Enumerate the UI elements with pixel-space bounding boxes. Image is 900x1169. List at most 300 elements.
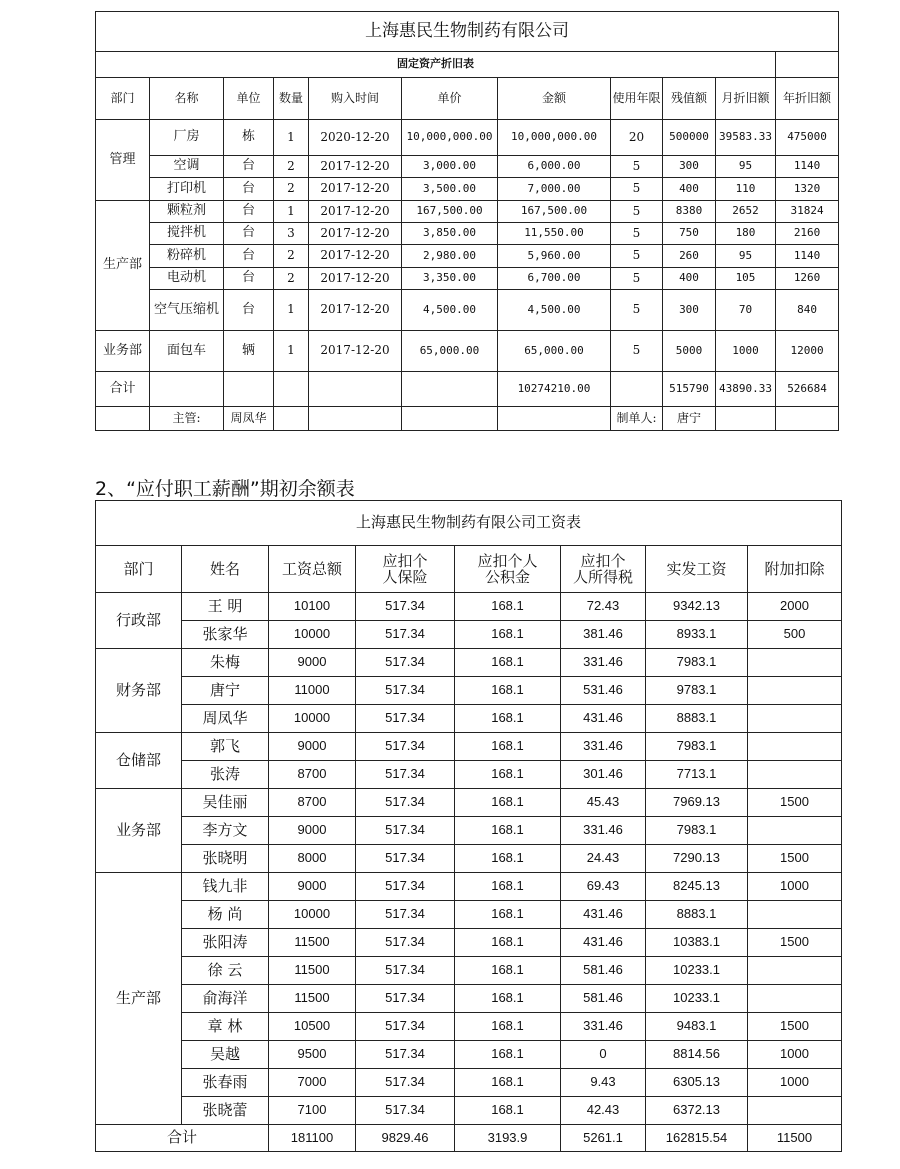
insurance-cell: 517.34 bbox=[356, 705, 455, 733]
amount-cell: 167,500.00 bbox=[498, 201, 611, 223]
salary-header-row bbox=[96, 546, 842, 593]
insurance-cell: 517.34 bbox=[356, 649, 455, 677]
asset-name: 空气压缩机 bbox=[150, 290, 224, 331]
income-tax-cell: 69.43 bbox=[561, 873, 646, 901]
purchase-date-cell: 2017-12-20 bbox=[309, 201, 402, 223]
monthly-dep-cell: 39583.33 bbox=[716, 120, 776, 156]
department-cell: 业务部 bbox=[96, 331, 150, 372]
net-salary-cell: 10233.1 bbox=[646, 957, 748, 985]
table-row bbox=[96, 178, 839, 201]
table-row bbox=[96, 290, 839, 331]
asset-name: 厂房 bbox=[150, 120, 224, 156]
unit-cell: 台 bbox=[224, 201, 274, 223]
useful-life-cell: 5 bbox=[611, 245, 663, 268]
gross-salary-cell: 9000 bbox=[269, 649, 356, 677]
gross-salary-cell: 11000 bbox=[269, 677, 356, 705]
purchase-date-cell: 2017-12-20 bbox=[309, 156, 402, 178]
yearly-dep-cell: 12000 bbox=[776, 331, 839, 372]
empty-cell bbox=[611, 372, 663, 407]
extra-deduction-cell bbox=[748, 733, 842, 761]
yearly-dep-cell: 2160 bbox=[776, 223, 839, 245]
income-tax-cell: 301.46 bbox=[561, 761, 646, 789]
unit-cell: 台 bbox=[224, 178, 274, 201]
extra-deduction-cell bbox=[748, 649, 842, 677]
amount-cell: 10,000,000.00 bbox=[498, 120, 611, 156]
table-row bbox=[96, 929, 842, 957]
gross-salary-cell: 9000 bbox=[269, 817, 356, 845]
column-header: 单价 bbox=[402, 78, 498, 120]
table-row bbox=[96, 957, 842, 985]
department-cell: 财务部 bbox=[96, 649, 182, 733]
extra-deduction-cell: 1000 bbox=[748, 1069, 842, 1097]
net-salary-cell: 8245.13 bbox=[646, 873, 748, 901]
extra-deduction-cell: 1000 bbox=[748, 1041, 842, 1069]
amount-cell: 7,000.00 bbox=[498, 178, 611, 201]
department-cell: 行政部 bbox=[96, 593, 182, 649]
column-header: 附加扣除 bbox=[748, 546, 842, 593]
housing-fund-cell: 168.1 bbox=[455, 649, 561, 677]
housing-fund-cell: 168.1 bbox=[455, 761, 561, 789]
net-salary-cell: 7983.1 bbox=[646, 733, 748, 761]
header-line: 应扣个 bbox=[382, 551, 428, 570]
monthly-dep-cell: 2652 bbox=[716, 201, 776, 223]
net-salary-cell: 8933.1 bbox=[646, 621, 748, 649]
insurance-cell: 517.34 bbox=[356, 873, 455, 901]
total-monthly: 43890.33 bbox=[716, 372, 776, 407]
asset-name: 空调 bbox=[150, 156, 224, 178]
table-row bbox=[96, 677, 842, 705]
quantity-cell: 1 bbox=[274, 290, 309, 331]
employee-name: 周凤华 bbox=[182, 705, 269, 733]
extra-deduction-cell bbox=[748, 761, 842, 789]
salary-body bbox=[96, 593, 842, 1125]
table-row bbox=[96, 245, 839, 268]
total-residual: 515790 bbox=[663, 372, 716, 407]
department-cell: 生产部 bbox=[96, 873, 182, 1125]
table-row bbox=[96, 649, 842, 677]
unit-price-cell: 3,850.00 bbox=[402, 223, 498, 245]
employee-name: 吴越 bbox=[182, 1041, 269, 1069]
gross-salary-cell: 10500 bbox=[269, 1013, 356, 1041]
net-salary-cell: 9783.1 bbox=[646, 677, 748, 705]
housing-fund-cell: 168.1 bbox=[455, 789, 561, 817]
department-cell: 业务部 bbox=[96, 789, 182, 873]
gross-salary-cell: 8000 bbox=[269, 845, 356, 873]
insurance-cell: 517.34 bbox=[356, 985, 455, 1013]
column-header: 部门 bbox=[96, 78, 150, 120]
insurance-cell: 517.34 bbox=[356, 677, 455, 705]
income-tax-cell: 531.46 bbox=[561, 677, 646, 705]
monthly-dep-cell: 70 bbox=[716, 290, 776, 331]
column-header: 数量 bbox=[274, 78, 309, 120]
employee-name: 李方文 bbox=[182, 817, 269, 845]
department-cell: 生产部 bbox=[96, 201, 150, 331]
asset-name: 颗粒剂 bbox=[150, 201, 224, 223]
residual-cell: 300 bbox=[663, 290, 716, 331]
salary-table bbox=[95, 500, 842, 1152]
section-heading: 2、“应付职工薪酬”期初余额表 bbox=[95, 478, 355, 500]
header-line: 应扣个人 bbox=[477, 551, 538, 570]
net-salary-cell: 10233.1 bbox=[646, 985, 748, 1013]
income-tax-cell: 0 bbox=[561, 1041, 646, 1069]
gross-salary-cell: 9000 bbox=[269, 873, 356, 901]
net-salary-cell: 8883.1 bbox=[646, 901, 748, 929]
amount-cell: 5,960.00 bbox=[498, 245, 611, 268]
residual-cell: 400 bbox=[663, 268, 716, 290]
insurance-cell: 517.34 bbox=[356, 1041, 455, 1069]
residual-cell: 400 bbox=[663, 178, 716, 201]
quantity-cell: 3 bbox=[274, 223, 309, 245]
table-row bbox=[96, 593, 842, 621]
net-salary-cell: 7290.13 bbox=[646, 845, 748, 873]
unit-price-cell: 4,500.00 bbox=[402, 290, 498, 331]
insurance-cell: 517.34 bbox=[356, 1013, 455, 1041]
income-tax-cell: 581.46 bbox=[561, 957, 646, 985]
yearly-dep-cell: 1140 bbox=[776, 156, 839, 178]
extra-deduction-cell bbox=[748, 957, 842, 985]
total-cell: 162815.54 bbox=[646, 1125, 748, 1152]
housing-fund-cell: 168.1 bbox=[455, 593, 561, 621]
insurance-cell: 517.34 bbox=[356, 761, 455, 789]
empty-cell bbox=[274, 372, 309, 407]
amount-cell: 6,700.00 bbox=[498, 268, 611, 290]
employee-name: 吴佳丽 bbox=[182, 789, 269, 817]
total-cell: 3193.9 bbox=[455, 1125, 561, 1152]
empty-cell bbox=[274, 407, 309, 431]
employee-name: 俞海洋 bbox=[182, 985, 269, 1013]
employee-name: 章 林 bbox=[182, 1013, 269, 1041]
extra-deduction-cell: 1500 bbox=[748, 1013, 842, 1041]
income-tax-cell: 45.43 bbox=[561, 789, 646, 817]
extra-deduction-cell bbox=[748, 1097, 842, 1125]
unit-cell: 台 bbox=[224, 156, 274, 178]
housing-fund-cell: 168.1 bbox=[455, 985, 561, 1013]
income-tax-cell: 72.43 bbox=[561, 593, 646, 621]
header-line: 应扣个 bbox=[580, 551, 626, 570]
housing-fund-cell: 168.1 bbox=[455, 957, 561, 985]
employee-name: 钱九非 bbox=[182, 873, 269, 901]
residual-cell: 260 bbox=[663, 245, 716, 268]
income-tax-cell: 331.46 bbox=[561, 649, 646, 677]
table-row bbox=[96, 268, 839, 290]
table-row bbox=[96, 120, 839, 156]
column-header: 名称 bbox=[150, 78, 224, 120]
table-row bbox=[96, 1013, 842, 1041]
quantity-cell: 1 bbox=[274, 201, 309, 223]
employee-name: 唐宁 bbox=[182, 677, 269, 705]
employee-name: 杨 尚 bbox=[182, 901, 269, 929]
total-yearly: 526684 bbox=[776, 372, 839, 407]
income-tax-cell: 431.46 bbox=[561, 929, 646, 957]
gross-salary-cell: 9000 bbox=[269, 733, 356, 761]
column-header bbox=[561, 546, 646, 593]
table-row bbox=[96, 156, 839, 178]
monthly-dep-cell: 95 bbox=[716, 245, 776, 268]
amount-cell: 65,000.00 bbox=[498, 331, 611, 372]
column-header: 工资总额 bbox=[269, 546, 356, 593]
amount-cell: 4,500.00 bbox=[498, 290, 611, 331]
table-row bbox=[96, 331, 839, 372]
unit-cell: 台 bbox=[224, 268, 274, 290]
asset-name: 粉碎机 bbox=[150, 245, 224, 268]
net-salary-cell: 8883.1 bbox=[646, 705, 748, 733]
amount-cell: 11,550.00 bbox=[498, 223, 611, 245]
extra-deduction-cell bbox=[748, 901, 842, 929]
housing-fund-cell: 168.1 bbox=[455, 733, 561, 761]
net-salary-cell: 6372.13 bbox=[646, 1097, 748, 1125]
yearly-dep-cell: 840 bbox=[776, 290, 839, 331]
asset-name: 电动机 bbox=[150, 268, 224, 290]
employee-name: 郭飞 bbox=[182, 733, 269, 761]
unit-price-cell: 3,350.00 bbox=[402, 268, 498, 290]
total-label: 合计 bbox=[96, 1125, 269, 1152]
asset-name: 打印机 bbox=[150, 178, 224, 201]
housing-fund-cell: 168.1 bbox=[455, 901, 561, 929]
unit-cell: 栋 bbox=[224, 120, 274, 156]
insurance-cell: 517.34 bbox=[356, 817, 455, 845]
housing-fund-cell: 168.1 bbox=[455, 845, 561, 873]
table-row bbox=[96, 985, 842, 1013]
total-row bbox=[96, 1125, 842, 1152]
empty-cell bbox=[776, 407, 839, 431]
column-header: 年折旧额 bbox=[776, 78, 839, 120]
extra-deduction-cell bbox=[748, 817, 842, 845]
purchase-date-cell: 2020-12-20 bbox=[309, 120, 402, 156]
table-row bbox=[96, 761, 842, 789]
empty-cell bbox=[96, 407, 150, 431]
employee-name: 朱梅 bbox=[182, 649, 269, 677]
signature-row bbox=[96, 407, 839, 431]
yearly-dep-cell: 1260 bbox=[776, 268, 839, 290]
employee-name: 王 明 bbox=[182, 593, 269, 621]
monthly-dep-cell: 105 bbox=[716, 268, 776, 290]
depreciation-company-title: 上海惠民生物制药有限公司 bbox=[96, 12, 839, 52]
supervisor-label: 主管: bbox=[150, 407, 224, 431]
useful-life-cell: 5 bbox=[611, 268, 663, 290]
purchase-date-cell: 2017-12-20 bbox=[309, 178, 402, 201]
total-cell: 181100 bbox=[269, 1125, 356, 1152]
salary-company-title: 上海惠民生物制药有限公司工资表 bbox=[96, 501, 842, 546]
quantity-cell: 1 bbox=[274, 120, 309, 156]
useful-life-cell: 5 bbox=[611, 178, 663, 201]
column-header: 购入时间 bbox=[309, 78, 402, 120]
empty-cell bbox=[224, 372, 274, 407]
column-header: 实发工资 bbox=[646, 546, 748, 593]
housing-fund-cell: 168.1 bbox=[455, 1041, 561, 1069]
supervisor-name: 周凤华 bbox=[224, 407, 274, 431]
housing-fund-cell: 168.1 bbox=[455, 817, 561, 845]
net-salary-cell: 7983.1 bbox=[646, 649, 748, 677]
monthly-dep-cell: 95 bbox=[716, 156, 776, 178]
empty-cell bbox=[498, 407, 611, 431]
purchase-date-cell: 2017-12-20 bbox=[309, 331, 402, 372]
table-row bbox=[96, 1069, 842, 1097]
insurance-cell: 517.34 bbox=[356, 733, 455, 761]
insurance-cell: 517.34 bbox=[356, 789, 455, 817]
purchase-date-cell: 2017-12-20 bbox=[309, 290, 402, 331]
useful-life-cell: 5 bbox=[611, 156, 663, 178]
empty-cell bbox=[309, 372, 402, 407]
header-line: 人保险 bbox=[382, 568, 428, 586]
extra-deduction-cell: 1500 bbox=[748, 929, 842, 957]
table-row bbox=[96, 621, 842, 649]
insurance-cell: 517.34 bbox=[356, 957, 455, 985]
insurance-cell: 517.34 bbox=[356, 1069, 455, 1097]
gross-salary-cell: 7100 bbox=[269, 1097, 356, 1125]
empty-cell bbox=[402, 372, 498, 407]
maker-name: 唐宁 bbox=[663, 407, 716, 431]
column-header: 使用年限 bbox=[611, 78, 663, 120]
gross-salary-cell: 11500 bbox=[269, 929, 356, 957]
income-tax-cell: 381.46 bbox=[561, 621, 646, 649]
net-salary-cell: 7983.1 bbox=[646, 817, 748, 845]
unit-cell: 台 bbox=[224, 245, 274, 268]
table-row bbox=[96, 901, 842, 929]
department-cell: 仓储部 bbox=[96, 733, 182, 789]
depreciation-header-row bbox=[96, 78, 839, 120]
header-line: 人所得税 bbox=[572, 568, 633, 586]
column-header: 残值额 bbox=[663, 78, 716, 120]
net-salary-cell: 9342.13 bbox=[646, 593, 748, 621]
table-row bbox=[96, 223, 839, 245]
extra-deduction-cell: 2000 bbox=[748, 593, 842, 621]
housing-fund-cell: 168.1 bbox=[455, 621, 561, 649]
residual-cell: 500000 bbox=[663, 120, 716, 156]
column-header: 部门 bbox=[96, 546, 182, 593]
residual-cell: 750 bbox=[663, 223, 716, 245]
extra-deduction-cell: 1500 bbox=[748, 789, 842, 817]
housing-fund-cell: 168.1 bbox=[455, 677, 561, 705]
gross-salary-cell: 9500 bbox=[269, 1041, 356, 1069]
table-row bbox=[96, 705, 842, 733]
extra-deduction-cell: 1000 bbox=[748, 873, 842, 901]
housing-fund-cell: 168.1 bbox=[455, 929, 561, 957]
empty-cell bbox=[776, 52, 839, 78]
yearly-dep-cell: 31824 bbox=[776, 201, 839, 223]
empty-cell bbox=[150, 372, 224, 407]
gross-salary-cell: 7000 bbox=[269, 1069, 356, 1097]
quantity-cell: 2 bbox=[274, 245, 309, 268]
income-tax-cell: 9.43 bbox=[561, 1069, 646, 1097]
gross-salary-cell: 10000 bbox=[269, 901, 356, 929]
quantity-cell: 2 bbox=[274, 156, 309, 178]
total-label: 合计 bbox=[96, 372, 150, 407]
unit-price-cell: 167,500.00 bbox=[402, 201, 498, 223]
insurance-cell: 517.34 bbox=[356, 845, 455, 873]
net-salary-cell: 9483.1 bbox=[646, 1013, 748, 1041]
employee-name: 张家华 bbox=[182, 621, 269, 649]
yearly-dep-cell: 1140 bbox=[776, 245, 839, 268]
residual-cell: 300 bbox=[663, 156, 716, 178]
net-salary-cell: 10383.1 bbox=[646, 929, 748, 957]
table-row bbox=[96, 1097, 842, 1125]
extra-deduction-cell bbox=[748, 985, 842, 1013]
insurance-cell: 517.34 bbox=[356, 593, 455, 621]
useful-life-cell: 20 bbox=[611, 120, 663, 156]
extra-deduction-cell bbox=[748, 705, 842, 733]
total-amount: 10274210.00 bbox=[498, 372, 611, 407]
depreciation-subtitle: 固定资产折旧表 bbox=[96, 52, 776, 78]
quantity-cell: 2 bbox=[274, 268, 309, 290]
total-cell: 5261.1 bbox=[561, 1125, 646, 1152]
yearly-dep-cell: 1320 bbox=[776, 178, 839, 201]
income-tax-cell: 431.46 bbox=[561, 705, 646, 733]
employee-name: 张阳涛 bbox=[182, 929, 269, 957]
useful-life-cell: 5 bbox=[611, 201, 663, 223]
unit-price-cell: 3,000.00 bbox=[402, 156, 498, 178]
housing-fund-cell: 168.1 bbox=[455, 1013, 561, 1041]
monthly-dep-cell: 110 bbox=[716, 178, 776, 201]
asset-name: 面包车 bbox=[150, 331, 224, 372]
housing-fund-cell: 168.1 bbox=[455, 1069, 561, 1097]
gross-salary-cell: 11500 bbox=[269, 957, 356, 985]
employee-name: 张涛 bbox=[182, 761, 269, 789]
income-tax-cell: 431.46 bbox=[561, 901, 646, 929]
employee-name: 张晓蕾 bbox=[182, 1097, 269, 1125]
net-salary-cell: 6305.13 bbox=[646, 1069, 748, 1097]
monthly-dep-cell: 180 bbox=[716, 223, 776, 245]
table-row bbox=[96, 201, 839, 223]
unit-price-cell: 65,000.00 bbox=[402, 331, 498, 372]
income-tax-cell: 331.46 bbox=[561, 733, 646, 761]
empty-cell bbox=[309, 407, 402, 431]
fixed-asset-depreciation-table bbox=[95, 11, 839, 431]
income-tax-cell: 24.43 bbox=[561, 845, 646, 873]
gross-salary-cell: 10100 bbox=[269, 593, 356, 621]
quantity-cell: 1 bbox=[274, 331, 309, 372]
empty-cell bbox=[402, 407, 498, 431]
column-header: 月折旧额 bbox=[716, 78, 776, 120]
table-row bbox=[96, 873, 842, 901]
column-header: 姓名 bbox=[182, 546, 269, 593]
column-header bbox=[356, 546, 455, 593]
net-salary-cell: 8814.56 bbox=[646, 1041, 748, 1069]
residual-cell: 8380 bbox=[663, 201, 716, 223]
yearly-dep-cell: 475000 bbox=[776, 120, 839, 156]
purchase-date-cell: 2017-12-20 bbox=[309, 223, 402, 245]
monthly-dep-cell: 1000 bbox=[716, 331, 776, 372]
unit-price-cell: 10,000,000.00 bbox=[402, 120, 498, 156]
empty-cell bbox=[716, 407, 776, 431]
gross-salary-cell: 11500 bbox=[269, 985, 356, 1013]
extra-deduction-cell bbox=[748, 677, 842, 705]
income-tax-cell: 331.46 bbox=[561, 817, 646, 845]
header-line: 公积金 bbox=[484, 568, 530, 586]
total-row bbox=[96, 372, 839, 407]
gross-salary-cell: 10000 bbox=[269, 621, 356, 649]
maker-label: 制单人: bbox=[611, 407, 663, 431]
table-row bbox=[96, 817, 842, 845]
housing-fund-cell: 168.1 bbox=[455, 873, 561, 901]
extra-deduction-cell: 1500 bbox=[748, 845, 842, 873]
purchase-date-cell: 2017-12-20 bbox=[309, 245, 402, 268]
unit-cell: 辆 bbox=[224, 331, 274, 372]
useful-life-cell: 5 bbox=[611, 223, 663, 245]
housing-fund-cell: 168.1 bbox=[455, 1097, 561, 1125]
net-salary-cell: 7713.1 bbox=[646, 761, 748, 789]
insurance-cell: 517.34 bbox=[356, 901, 455, 929]
employee-name: 张晓明 bbox=[182, 845, 269, 873]
net-salary-cell: 7969.13 bbox=[646, 789, 748, 817]
insurance-cell: 517.34 bbox=[356, 1097, 455, 1125]
residual-cell: 5000 bbox=[663, 331, 716, 372]
table-row bbox=[96, 845, 842, 873]
income-tax-cell: 42.43 bbox=[561, 1097, 646, 1125]
income-tax-cell: 581.46 bbox=[561, 985, 646, 1013]
gross-salary-cell: 10000 bbox=[269, 705, 356, 733]
column-header bbox=[455, 546, 561, 593]
unit-cell: 台 bbox=[224, 290, 274, 331]
